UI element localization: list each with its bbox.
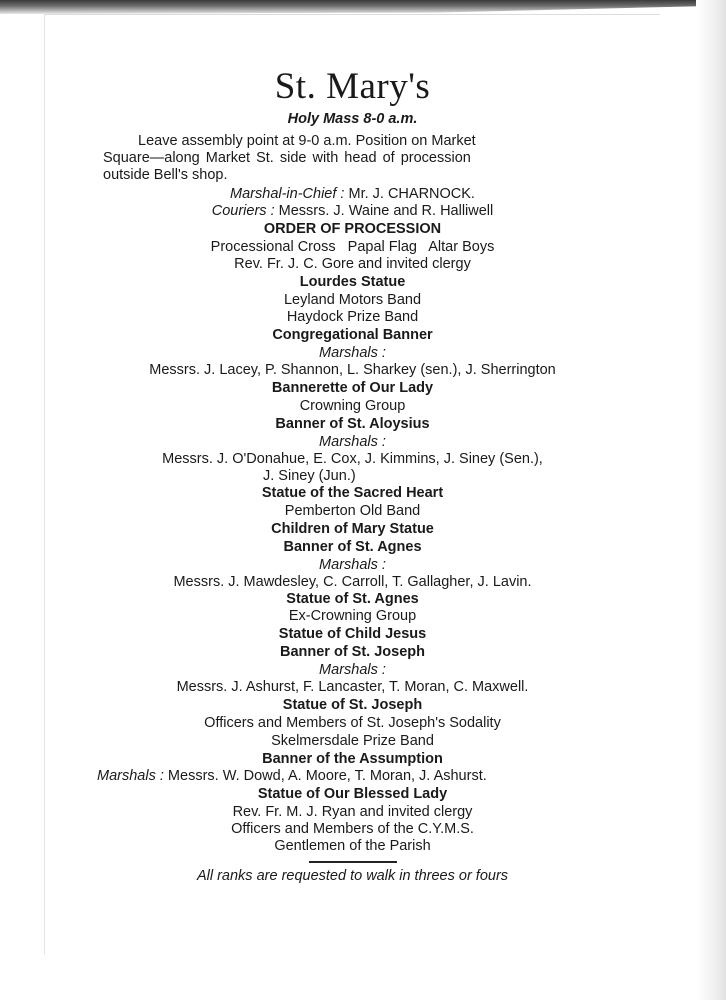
marshal-in-chief-label: Marshal-in-Chief : — [230, 186, 345, 202]
marshals-names: J. Siney (Jun.) — [263, 468, 356, 484]
order-heading: ORDER OF PROCESSION — [263, 221, 442, 237]
mass-time: Holy Mass 8-0 a.m. — [287, 111, 418, 127]
order-item: Crowning Group — [299, 398, 406, 414]
intro-line-3: outside Bell's shop. — [103, 167, 228, 183]
programme-page — [44, 14, 660, 955]
order-item: Statue of St. Agnes — [286, 591, 419, 607]
order-item: Rev. Fr. J. C. Gore and invited clergy — [234, 256, 471, 272]
marshals-names: Messrs. J. Lacey, P. Shannon, L. Sharkey (sen.), J. Sherrington — [149, 362, 556, 378]
order-item: Rev. Fr. M. J. Ryan and invited clergy — [232, 804, 473, 820]
order-item: Officers and Members of the C.Y.M.S. — [231, 821, 474, 837]
couriers-names: Messrs. J. Waine and R. Halliwell — [278, 203, 494, 219]
marshals-names: Messrs. J. O'Donahue, E. Cox, J. Kimmins, J. Siney (Sen.), — [162, 451, 543, 467]
order-item: Leyland Motors Band — [283, 292, 422, 308]
order-item: Banner of St. Joseph — [279, 644, 426, 660]
intro-line-1: Leave assembly point at 9-0 a.m. Position on Market — [138, 133, 476, 149]
page-title: St. Mary's — [274, 66, 431, 107]
marshals-label: Marshals : — [319, 345, 386, 361]
order-item: Pemberton Old Band — [284, 503, 421, 519]
order-item: Statue of Our Blessed Lady — [257, 786, 448, 802]
marshals-names: Messrs. W. Dowd, A. Moore, T. Moran, J. Ashurst. — [167, 768, 487, 784]
couriers-label: Couriers : — [211, 203, 275, 219]
marshals-label: Marshals : — [319, 662, 386, 678]
marshals-names: Messrs. J. Ashurst, F. Lancaster, T. Moran, C. Maxwell. — [176, 679, 529, 695]
order-item: Haydock Prize Band — [286, 309, 419, 325]
marshals-label: Marshals : — [97, 768, 164, 784]
intro-line-2: Square—along Market St. side with head of procession — [103, 150, 471, 166]
final-marshals — [97, 768, 487, 785]
scan-right-edge — [696, 0, 726, 1000]
marshal-in-chief — [230, 186, 475, 203]
order-item: Bannerette of Our Lady — [271, 380, 434, 396]
couriers — [212, 203, 494, 220]
marshals-names: Messrs. J. Mawdesley, C. Carroll, T. Gallagher, J. Lavin. — [173, 574, 532, 590]
order-item: Statue of St. Joseph — [282, 697, 423, 713]
marshals-label: Marshals : — [319, 434, 386, 450]
order-item: Banner of St. Agnes — [283, 539, 422, 555]
order-item: Banner of the Assumption — [262, 751, 443, 767]
marshal-in-chief-name: Mr. J. CHARNOCK. — [348, 186, 475, 202]
order-item: Ex-Crowning Group — [288, 608, 417, 624]
order-item: Gentlemen of the Parish — [274, 838, 431, 854]
order-item: Skelmersdale Prize Band — [271, 733, 434, 749]
footer-note: All ranks are requested to walk in threes or fours — [196, 868, 509, 884]
scan-top-edge — [0, 0, 726, 14]
order-item: Statue of Child Jesus — [278, 626, 427, 642]
order-item: Children of Mary Statue — [271, 521, 434, 537]
marshals-label: Marshals : — [319, 557, 386, 573]
order-item: Congregational Banner — [272, 327, 433, 343]
order-item: Processional Cross Papal Flag Altar Boys — [210, 239, 495, 255]
divider-rule — [309, 861, 397, 863]
order-item: Lourdes Statue — [299, 274, 406, 290]
order-item: Banner of St. Aloysius — [275, 416, 430, 432]
order-item: Officers and Members of St. Joseph's Sodality — [204, 715, 501, 731]
order-item: Statue of the Sacred Heart — [261, 485, 444, 501]
